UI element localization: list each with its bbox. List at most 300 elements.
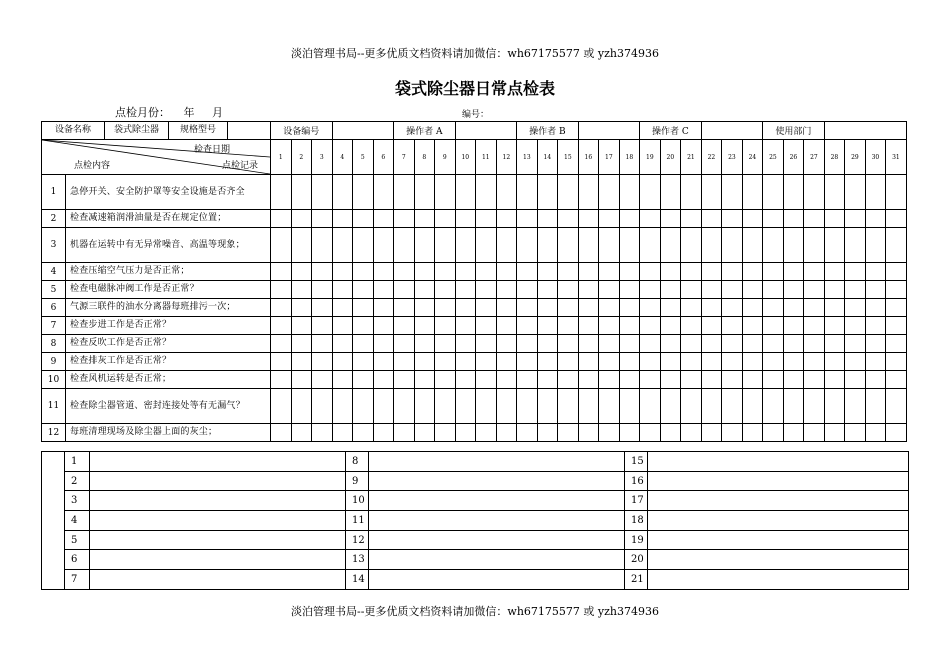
record-cell[interactable] (640, 389, 661, 424)
note-field[interactable] (648, 511, 909, 531)
record-cell[interactable] (599, 263, 620, 281)
record-cell[interactable] (886, 317, 907, 335)
record-cell[interactable] (537, 299, 558, 317)
record-cell[interactable] (742, 175, 763, 210)
record-cell[interactable] (435, 424, 456, 442)
record-cell[interactable] (660, 210, 681, 228)
record-cell[interactable] (455, 263, 476, 281)
record-cell[interactable] (599, 281, 620, 299)
record-cell[interactable] (271, 353, 292, 371)
record-cell[interactable] (558, 389, 579, 424)
record-cell[interactable] (578, 353, 599, 371)
record-cell[interactable] (640, 335, 661, 353)
record-cell[interactable] (599, 335, 620, 353)
record-cell[interactable] (845, 228, 866, 263)
record-cell[interactable] (619, 299, 640, 317)
note-field[interactable] (648, 530, 909, 550)
record-cell[interactable] (271, 263, 292, 281)
record-cell[interactable] (763, 371, 784, 389)
record-cell[interactable] (476, 424, 497, 442)
record-cell[interactable] (291, 281, 312, 299)
record-cell[interactable] (271, 317, 292, 335)
record-cell[interactable] (845, 281, 866, 299)
record-cell[interactable] (476, 317, 497, 335)
record-cell[interactable] (865, 263, 886, 281)
record-cell[interactable] (455, 281, 476, 299)
note-field[interactable] (90, 530, 346, 550)
record-cell[interactable] (558, 299, 579, 317)
record-cell[interactable] (578, 371, 599, 389)
record-cell[interactable] (824, 263, 845, 281)
record-cell[interactable] (414, 175, 435, 210)
record-cell[interactable] (783, 228, 804, 263)
note-field[interactable] (90, 570, 346, 590)
record-cell[interactable] (476, 175, 497, 210)
record-cell[interactable] (496, 335, 517, 353)
record-cell[interactable] (824, 424, 845, 442)
record-cell[interactable] (681, 317, 702, 335)
record-cell[interactable] (722, 263, 743, 281)
record-cell[interactable] (414, 228, 435, 263)
record-cell[interactable] (619, 228, 640, 263)
record-cell[interactable] (332, 424, 353, 442)
record-cell[interactable] (660, 371, 681, 389)
record-cell[interactable] (824, 317, 845, 335)
record-cell[interactable] (558, 228, 579, 263)
record-cell[interactable] (455, 228, 476, 263)
record-cell[interactable] (681, 389, 702, 424)
record-cell[interactable] (824, 371, 845, 389)
record-cell[interactable] (886, 335, 907, 353)
record-cell[interactable] (783, 353, 804, 371)
record-cell[interactable] (886, 389, 907, 424)
record-cell[interactable] (271, 228, 292, 263)
record-cell[interactable] (804, 175, 825, 210)
record-cell[interactable] (742, 210, 763, 228)
record-cell[interactable] (722, 424, 743, 442)
record-cell[interactable] (763, 210, 784, 228)
record-cell[interactable] (414, 424, 435, 442)
record-cell[interactable] (619, 371, 640, 389)
record-cell[interactable] (291, 335, 312, 353)
record-cell[interactable] (640, 281, 661, 299)
record-cell[interactable] (312, 335, 333, 353)
record-cell[interactable] (865, 389, 886, 424)
record-cell[interactable] (332, 299, 353, 317)
note-field[interactable] (369, 530, 625, 550)
record-cell[interactable] (578, 210, 599, 228)
record-cell[interactable] (660, 424, 681, 442)
record-cell[interactable] (804, 210, 825, 228)
record-cell[interactable] (681, 424, 702, 442)
record-cell[interactable] (353, 389, 374, 424)
record-cell[interactable] (271, 210, 292, 228)
record-cell[interactable] (701, 424, 722, 442)
record-cell[interactable] (640, 299, 661, 317)
record-cell[interactable] (824, 353, 845, 371)
record-cell[interactable] (660, 228, 681, 263)
record-cell[interactable] (291, 210, 312, 228)
record-cell[interactable] (619, 317, 640, 335)
record-cell[interactable] (476, 353, 497, 371)
record-cell[interactable] (373, 353, 394, 371)
record-cell[interactable] (558, 317, 579, 335)
record-cell[interactable] (291, 299, 312, 317)
record-cell[interactable] (373, 389, 394, 424)
record-cell[interactable] (353, 210, 374, 228)
record-cell[interactable] (332, 317, 353, 335)
record-cell[interactable] (558, 371, 579, 389)
record-cell[interactable] (701, 335, 722, 353)
record-cell[interactable] (701, 353, 722, 371)
record-cell[interactable] (578, 424, 599, 442)
record-cell[interactable] (496, 353, 517, 371)
record-cell[interactable] (886, 210, 907, 228)
record-cell[interactable] (537, 175, 558, 210)
operator-b-value[interactable] (578, 122, 640, 140)
record-cell[interactable] (435, 299, 456, 317)
record-cell[interactable] (742, 335, 763, 353)
record-cell[interactable] (353, 335, 374, 353)
record-cell[interactable] (496, 317, 517, 335)
record-cell[interactable] (558, 210, 579, 228)
record-cell[interactable] (332, 335, 353, 353)
record-cell[interactable] (824, 175, 845, 210)
record-cell[interactable] (619, 389, 640, 424)
record-cell[interactable] (824, 281, 845, 299)
record-cell[interactable] (742, 353, 763, 371)
record-cell[interactable] (701, 228, 722, 263)
record-cell[interactable] (865, 371, 886, 389)
record-cell[interactable] (845, 263, 866, 281)
record-cell[interactable] (783, 335, 804, 353)
note-field[interactable] (648, 452, 909, 472)
record-cell[interactable] (865, 175, 886, 210)
record-cell[interactable] (865, 299, 886, 317)
record-cell[interactable] (804, 299, 825, 317)
record-cell[interactable] (599, 424, 620, 442)
record-cell[interactable] (537, 335, 558, 353)
record-cell[interactable] (640, 317, 661, 335)
record-cell[interactable] (517, 317, 538, 335)
record-cell[interactable] (271, 335, 292, 353)
record-cell[interactable] (373, 281, 394, 299)
record-cell[interactable] (496, 263, 517, 281)
record-cell[interactable] (414, 317, 435, 335)
record-cell[interactable] (476, 299, 497, 317)
record-cell[interactable] (886, 175, 907, 210)
record-cell[interactable] (845, 424, 866, 442)
record-cell[interactable] (701, 210, 722, 228)
record-cell[interactable] (558, 263, 579, 281)
record-cell[interactable] (291, 263, 312, 281)
record-cell[interactable] (537, 210, 558, 228)
record-cell[interactable] (599, 228, 620, 263)
record-cell[interactable] (804, 389, 825, 424)
note-field[interactable] (369, 511, 625, 531)
record-cell[interactable] (701, 263, 722, 281)
record-cell[interactable] (578, 317, 599, 335)
record-cell[interactable] (701, 317, 722, 335)
record-cell[interactable] (763, 424, 784, 442)
record-cell[interactable] (783, 263, 804, 281)
note-field[interactable] (90, 511, 346, 531)
record-cell[interactable] (414, 335, 435, 353)
note-field[interactable] (90, 471, 346, 491)
record-cell[interactable] (845, 210, 866, 228)
record-cell[interactable] (558, 424, 579, 442)
record-cell[interactable] (804, 424, 825, 442)
record-cell[interactable] (537, 317, 558, 335)
record-cell[interactable] (722, 228, 743, 263)
record-cell[interactable] (537, 228, 558, 263)
record-cell[interactable] (435, 371, 456, 389)
record-cell[interactable] (742, 371, 763, 389)
record-cell[interactable] (435, 353, 456, 371)
record-cell[interactable] (619, 281, 640, 299)
record-cell[interactable] (783, 299, 804, 317)
note-field[interactable] (369, 550, 625, 570)
record-cell[interactable] (599, 353, 620, 371)
note-field[interactable] (369, 570, 625, 590)
record-cell[interactable] (537, 263, 558, 281)
record-cell[interactable] (742, 299, 763, 317)
record-cell[interactable] (476, 281, 497, 299)
record-cell[interactable] (373, 424, 394, 442)
record-cell[interactable] (886, 424, 907, 442)
record-cell[interactable] (332, 175, 353, 210)
record-cell[interactable] (783, 175, 804, 210)
record-cell[interactable] (517, 424, 538, 442)
record-cell[interactable] (640, 424, 661, 442)
record-cell[interactable] (845, 353, 866, 371)
record-cell[interactable] (660, 353, 681, 371)
record-cell[interactable] (804, 353, 825, 371)
record-cell[interactable] (373, 228, 394, 263)
record-cell[interactable] (537, 371, 558, 389)
record-cell[interactable] (742, 424, 763, 442)
record-cell[interactable] (394, 210, 415, 228)
record-cell[interactable] (640, 175, 661, 210)
record-cell[interactable] (271, 175, 292, 210)
record-cell[interactable] (291, 424, 312, 442)
record-cell[interactable] (804, 281, 825, 299)
record-cell[interactable] (681, 299, 702, 317)
record-cell[interactable] (517, 353, 538, 371)
record-cell[interactable] (722, 389, 743, 424)
operator-a-value[interactable] (455, 122, 517, 140)
record-cell[interactable] (886, 263, 907, 281)
record-cell[interactable] (517, 175, 538, 210)
record-cell[interactable] (394, 389, 415, 424)
record-cell[interactable] (722, 335, 743, 353)
record-cell[interactable] (660, 263, 681, 281)
record-cell[interactable] (517, 299, 538, 317)
record-cell[interactable] (619, 210, 640, 228)
record-cell[interactable] (435, 175, 456, 210)
record-cell[interactable] (496, 299, 517, 317)
record-cell[interactable] (578, 335, 599, 353)
record-cell[interactable] (394, 299, 415, 317)
record-cell[interactable] (373, 299, 394, 317)
record-cell[interactable] (312, 317, 333, 335)
record-cell[interactable] (373, 263, 394, 281)
record-cell[interactable] (865, 228, 886, 263)
record-cell[interactable] (332, 263, 353, 281)
record-cell[interactable] (783, 317, 804, 335)
department-value[interactable] (824, 122, 906, 140)
record-cell[interactable] (332, 371, 353, 389)
record-cell[interactable] (845, 335, 866, 353)
record-cell[interactable] (353, 317, 374, 335)
record-cell[interactable] (681, 175, 702, 210)
record-cell[interactable] (681, 281, 702, 299)
record-cell[interactable] (865, 353, 886, 371)
record-cell[interactable] (640, 228, 661, 263)
record-cell[interactable] (271, 371, 292, 389)
record-cell[interactable] (599, 389, 620, 424)
record-cell[interactable] (640, 371, 661, 389)
record-cell[interactable] (312, 263, 333, 281)
record-cell[interactable] (763, 228, 784, 263)
record-cell[interactable] (558, 175, 579, 210)
record-cell[interactable] (496, 371, 517, 389)
record-cell[interactable] (332, 353, 353, 371)
record-cell[interactable] (701, 175, 722, 210)
record-cell[interactable] (435, 389, 456, 424)
record-cell[interactable] (599, 210, 620, 228)
record-cell[interactable] (394, 424, 415, 442)
record-cell[interactable] (455, 210, 476, 228)
record-cell[interactable] (373, 335, 394, 353)
record-cell[interactable] (722, 281, 743, 299)
record-cell[interactable] (722, 371, 743, 389)
record-cell[interactable] (414, 263, 435, 281)
record-cell[interactable] (455, 175, 476, 210)
record-cell[interactable] (660, 281, 681, 299)
record-cell[interactable] (763, 299, 784, 317)
record-cell[interactable] (435, 228, 456, 263)
record-cell[interactable] (804, 228, 825, 263)
record-cell[interactable] (517, 210, 538, 228)
record-cell[interactable] (373, 175, 394, 210)
record-cell[interactable] (435, 317, 456, 335)
record-cell[interactable] (291, 175, 312, 210)
record-cell[interactable] (742, 263, 763, 281)
record-cell[interactable] (742, 228, 763, 263)
record-cell[interactable] (824, 389, 845, 424)
record-cell[interactable] (886, 299, 907, 317)
record-cell[interactable] (517, 335, 538, 353)
record-cell[interactable] (886, 228, 907, 263)
record-cell[interactable] (496, 175, 517, 210)
record-cell[interactable] (373, 371, 394, 389)
record-cell[interactable] (824, 228, 845, 263)
record-cell[interactable] (435, 210, 456, 228)
record-cell[interactable] (681, 228, 702, 263)
record-cell[interactable] (312, 210, 333, 228)
record-cell[interactable] (291, 389, 312, 424)
record-cell[interactable] (558, 335, 579, 353)
record-cell[interactable] (312, 424, 333, 442)
note-field[interactable] (369, 452, 625, 472)
record-cell[interactable] (865, 281, 886, 299)
record-cell[interactable] (435, 263, 456, 281)
record-cell[interactable] (578, 175, 599, 210)
record-cell[interactable] (414, 299, 435, 317)
record-cell[interactable] (291, 228, 312, 263)
record-cell[interactable] (619, 353, 640, 371)
record-cell[interactable] (394, 228, 415, 263)
note-field[interactable] (90, 491, 346, 511)
record-cell[interactable] (455, 317, 476, 335)
record-cell[interactable] (763, 389, 784, 424)
record-cell[interactable] (722, 299, 743, 317)
record-cell[interactable] (394, 281, 415, 299)
record-cell[interactable] (845, 317, 866, 335)
record-cell[interactable] (517, 281, 538, 299)
record-cell[interactable] (312, 389, 333, 424)
record-cell[interactable] (496, 389, 517, 424)
record-cell[interactable] (537, 281, 558, 299)
record-cell[interactable] (660, 317, 681, 335)
record-cell[interactable] (619, 424, 640, 442)
record-cell[interactable] (496, 424, 517, 442)
record-cell[interactable] (681, 335, 702, 353)
record-cell[interactable] (783, 210, 804, 228)
record-cell[interactable] (701, 371, 722, 389)
record-cell[interactable] (353, 353, 374, 371)
record-cell[interactable] (435, 335, 456, 353)
record-cell[interactable] (681, 210, 702, 228)
record-cell[interactable] (394, 263, 415, 281)
record-cell[interactable] (394, 371, 415, 389)
record-cell[interactable] (722, 175, 743, 210)
record-cell[interactable] (517, 389, 538, 424)
record-cell[interactable] (394, 317, 415, 335)
record-cell[interactable] (517, 263, 538, 281)
record-cell[interactable] (886, 371, 907, 389)
record-cell[interactable] (804, 317, 825, 335)
record-cell[interactable] (312, 281, 333, 299)
record-cell[interactable] (537, 389, 558, 424)
record-cell[interactable] (701, 281, 722, 299)
record-cell[interactable] (660, 389, 681, 424)
record-cell[interactable] (722, 353, 743, 371)
record-cell[interactable] (783, 424, 804, 442)
record-cell[interactable] (865, 210, 886, 228)
record-cell[interactable] (578, 389, 599, 424)
record-cell[interactable] (783, 389, 804, 424)
record-cell[interactable] (312, 371, 333, 389)
record-cell[interactable] (312, 353, 333, 371)
note-field[interactable] (648, 491, 909, 511)
record-cell[interactable] (845, 175, 866, 210)
note-field[interactable] (369, 471, 625, 491)
record-cell[interactable] (742, 389, 763, 424)
record-cell[interactable] (414, 281, 435, 299)
record-cell[interactable] (578, 299, 599, 317)
note-field[interactable] (648, 550, 909, 570)
record-cell[interactable] (455, 424, 476, 442)
record-cell[interactable] (271, 389, 292, 424)
record-cell[interactable] (353, 371, 374, 389)
record-cell[interactable] (496, 228, 517, 263)
record-cell[interactable] (414, 389, 435, 424)
record-cell[interactable] (660, 299, 681, 317)
record-cell[interactable] (578, 263, 599, 281)
record-cell[interactable] (804, 371, 825, 389)
